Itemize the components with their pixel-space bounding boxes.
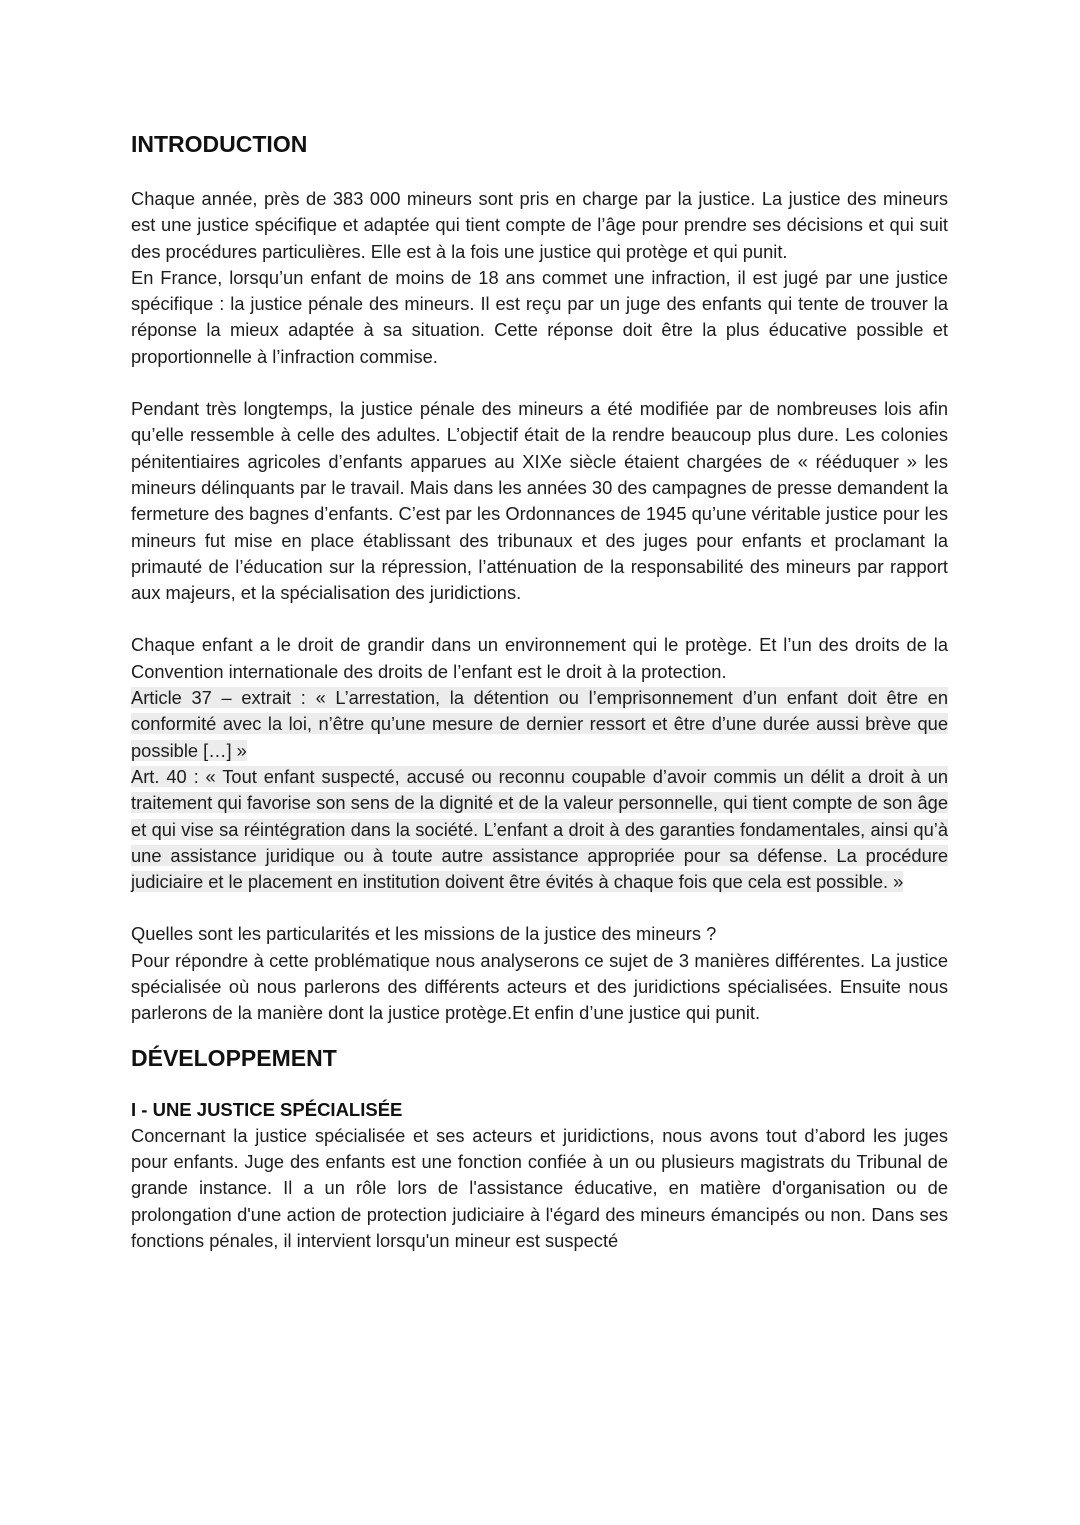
quote-article-37-text: Article 37 – extrait : « L’arrestation, la détention ou l’emprisonnement d’un enfant doit être en conformité avec la loi, n’être qu’une mesure de dernier ressort et être d’une durée aussi brève que possible […] »	[131, 687, 948, 761]
intro-paragraph-3: Pendant très longtemps, la justice pénale des mineurs a été modifiée par de nombreuses lois afin qu’elle ressemble à celle des adultes. L’objectif était de la rendre beaucoup plus dure. Les colonies pénitentiaires agricoles d’enfants apparues au XIXe siècle étaient chargées de « rééduquer » les mineurs délinquants par le travail. Mais dans les années 30 des campagnes de presse demandent la fermeture des bagnes d’enfants. C’est par les Ordonnances de 1945 qu’une véritable justice pour les mineurs fut mise en place établissant des tribunaux et des juges pour enfants et proclamant la primauté de l’éducation sur la répression, l’atténuation de la responsabilité des mineurs par rapport aux majeurs, et la spécialisation des juridictions.	[131, 398, 948, 604]
section-1-paragraph-1: Concernant la justice spécialisée et ses acteurs et juridictions, nous avons tout d’abord les juges pour enfants. Juge des enfants est une fonction confiée à un ou plusieurs magistrats du Tribunal de grande instance. Il a un rôle lors de l'assistance éducative, en matière d'organisation ou de prolongation d'une action de protection judiciaire à l'égard des mineurs émancipés ou non. Dans ses fonctions pénales, il intervient lorsqu'un mineur est suspecté	[131, 1124, 948, 1251]
introduction-heading: INTRODUCTION	[131, 131, 308, 157]
quote-article-37	[131, 685, 948, 764]
document-page	[131, 127, 948, 1254]
problem-question: Quelles sont les particularités et les missions de la justice des mineurs ?	[131, 923, 717, 945]
intro-paragraph-1: Chaque année, près de 383 000 mineurs sont pris en charge par la justice. La justice des mineurs est une justice spécifique et adaptée qui tient compte de l’âge pour prendre ses décisions et qui suit des procédures particulières. Elle est à la fois une justice qui protège et qui punit.	[131, 188, 948, 262]
development-heading: DÉVELOPPEMENT	[131, 1044, 337, 1071]
quote-article-40-text: Art. 40 : « Tout enfant suspecté, accusé ou reconnu coupable d’avoir commis un délit a droit à un traitement qui favorise son sens de la dignité et de la valeur personnelle, qui tient compte de son âge et qui vise sa réintégration dans la société. L’enfant a droit à des garanties fondamentales, ainsi qu’à une assistance juridique ou à toute autre assistance appropriée pour sa défense. La procédure judiciaire et le placement en institution doivent être évités à chaque fois que cela est possible. »	[131, 765, 948, 893]
intro-paragraph-2: En France, lorsqu’un enfant de moins de 18 ans commet une infraction, il est jugé par une justice spécifique : la justice pénale des mineurs. Il est reçu par un juge des enfants qui tente de trouver la réponse la mieux adaptée à sa situation. Cette réponse doit être la plus éducative possible et proportionnelle à l’infraction commise.	[131, 266, 948, 367]
section-1-title: I - UNE JUSTICE SPÉCIALISÉE	[131, 1098, 403, 1120]
plan-paragraph: Pour répondre à cette problématique nous analyserons ce sujet de 3 manières différentes. La justice spécialisée où nous parlerons des différents acteurs et des juridictions spécialisées. Ensuite nous parlerons de la manière dont la justice protège.Et enfin d’une justice qui punit.	[131, 949, 948, 1024]
quote-article-40	[131, 764, 948, 895]
intro-paragraph-4: Chaque enfant a le droit de grandir dans un environnement qui le protège. Et l’un des droits de la Convention internationale des droits de l’enfant est le droit à la protection.	[131, 634, 948, 682]
